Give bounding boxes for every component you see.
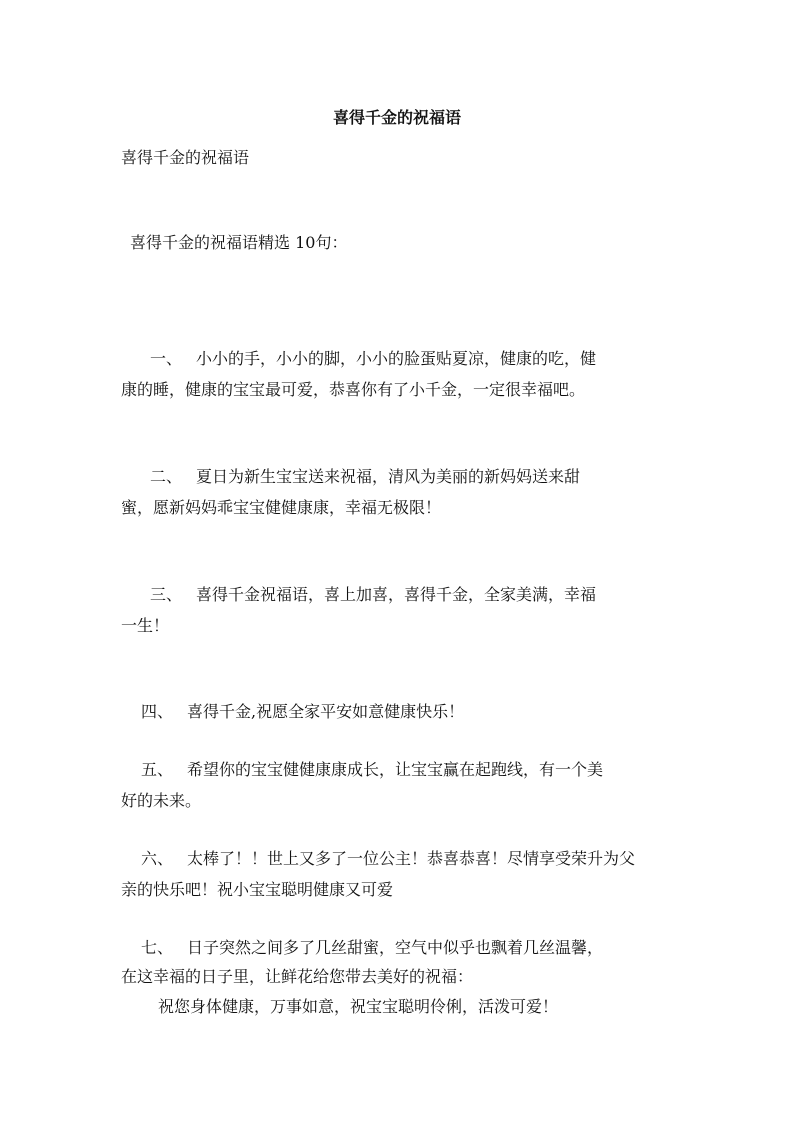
- item-5-line-2: 好的未来。: [121, 791, 202, 810]
- item-number-4: 四、: [141, 702, 174, 721]
- item-7-line-1: 日子突然之间多了几丝甜蜜，空气中似乎也飘着几丝温馨，: [187, 938, 604, 957]
- item-3-line-2: 一生！: [121, 616, 170, 635]
- item-1-line-1: 小小的手，小小的脚，小小的脸蛋贴夏凉，健康的吃，健: [196, 349, 597, 368]
- item-2-line-1: 夏日为新生宝宝送来祝福，清风为美丽的新妈妈送来甜: [196, 467, 581, 486]
- document-title: 喜得千金的祝福语: [332, 108, 461, 127]
- item-number-1: 一、: [150, 349, 183, 368]
- intro-line: 喜得千金的祝福语精选 10句：: [130, 233, 348, 252]
- item-5-line-1: 希望你的宝宝健健康康成长，让宝宝赢在起跑线，有一个美: [187, 760, 604, 779]
- item-6-line-2: 亲的快乐吧！祝小宝宝聪明健康又可爱: [121, 880, 394, 899]
- item-number-3: 三、: [150, 585, 183, 604]
- item-7-line-2: 在这幸福的日子里，让鲜花给您带去美好的祝福：: [121, 967, 474, 986]
- item-1-line-2: 康的睡，健康的宝宝最可爱，恭喜你有了小千金，一定很幸福吧。: [121, 380, 586, 399]
- item-number-5: 五、: [141, 760, 174, 779]
- item-7-line-3: 祝您身体健康，万事如意，祝宝宝聪明伶俐，活泼可爱！: [158, 997, 559, 1016]
- item-3-line-1: 喜得千金祝福语，喜上加喜，喜得千金，全家美满，幸福: [196, 585, 597, 604]
- item-number-2: 二、: [150, 467, 183, 486]
- item-4-line-1: 喜得千金,祝愿全家平安如意健康快乐！: [187, 702, 465, 721]
- item-6-line-1: 太棒了！！世上又多了一位公主！恭喜恭喜！尽情享受荣升为父: [187, 849, 636, 868]
- item-number-6: 六、: [141, 849, 174, 868]
- item-number-7: 七、: [141, 938, 174, 957]
- document-subtitle: 喜得千金的祝福语: [121, 148, 250, 167]
- item-2-line-2: 蜜，愿新妈妈乖宝宝健健康康，幸福无极限！: [121, 498, 442, 517]
